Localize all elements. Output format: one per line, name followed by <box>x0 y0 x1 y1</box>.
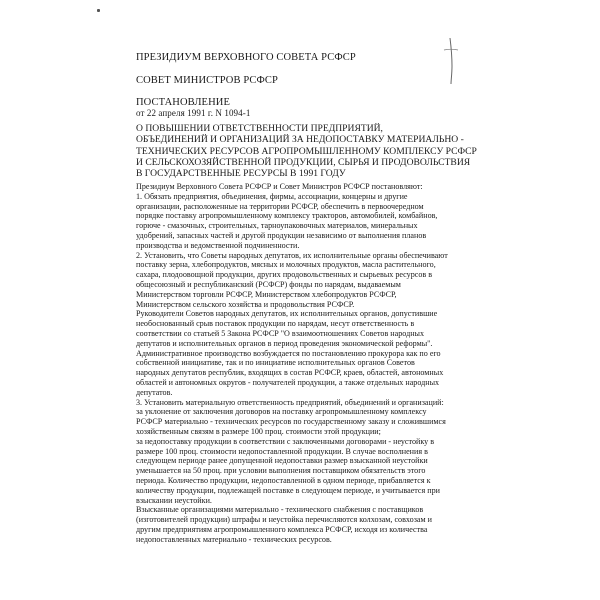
body-line: недопоставленных материально - технических ресурсов. <box>136 534 332 544</box>
body-line: следующем периоде ранее допущенной недопоставки размер взысканной неустойки <box>136 456 428 466</box>
body-line: народных депутатов республик, входящих в состав РСФСР, краев, областей, автономных <box>136 368 444 378</box>
body-line: РСФСР материально - технических ресурсов по государственному заказу и сложившимся <box>136 417 446 427</box>
title-line: В ГОСУДАРСТВЕННЫЕ РЕСУРСЫ В 1991 ГОДУ <box>136 168 346 180</box>
body-line: Административное производство возбуждается по постановлению прокурора как по его <box>136 348 441 358</box>
body-line: (изготовителей продукции) штрафы и неустойка перечисляются колхозам, совхозам и <box>136 515 432 525</box>
body-line: горюче - смазочных, строительных, тарноупаковочных материалов, минеральных <box>136 221 418 231</box>
body-line: Министерством торговли РСФСР, Министерством хлебопродуктов РСФСР, <box>136 289 397 299</box>
body-line: хозяйственным связям в размере 100 проц. стоимости этой продукции; <box>136 426 381 436</box>
body-line: собственной инициативе, так и по инициативе исполнительных органов Советов <box>136 358 415 368</box>
body-line: порядке поставку агропромышленному комплексу тракторов, автомобилей, комбайнов, <box>136 211 438 221</box>
body-line: уменьшается на 50 проц. при условии выполнения поставщиком обязательств этого <box>136 466 426 476</box>
body-line: производства и ведомственной подчиненности. <box>136 240 300 250</box>
body-line: депутатов и исполнительных органов в период проведения экономической реформы". <box>136 338 433 348</box>
title-line: ОБЪЕДИНЕНИЙ И ОРГАНИЗАЦИЙ ЗА НЕДОПОСТАВКУ МАТЕРИАЛЬНО - <box>136 134 464 146</box>
document-body <box>136 182 516 544</box>
body-line: Министерством сельского хозяйства и продовольствия РСФСР. <box>136 299 355 309</box>
body-line: соответствии со статьей 5 Закона РСФСР "О взаимоотношениях Советов народных <box>136 328 425 338</box>
scan-speck <box>97 9 100 12</box>
body-line: сахара, плодоовощной продукции, других продовольственных и сырьевых ресурсов в <box>136 270 433 280</box>
body-line: размере 100 проц. стоимости недопоставленной продукции. В случае восполнения в <box>136 446 428 456</box>
body-line: другим предприятиям агропромышленного комплекса РСФСР, исходя из количества <box>136 524 428 534</box>
title-line: И СЕЛЬСКОХОЗЯЙСТВЕННОЙ ПРОДУКЦИИ, СЫРЬЯ И ПРОДОВОЛЬСТВИЯ <box>136 156 471 168</box>
body-line: Руководители Советов народных депутатов, их исполнительных органов, допустившие <box>136 309 438 319</box>
body-line: общесоюзный и республиканский (РСФСР) фонды по нарядам, выдаваемым <box>136 279 401 289</box>
handwritten-mark-icon <box>438 36 466 86</box>
title-line: ТЕХНИЧЕСКИХ РЕСУРСОВ АГРОПРОМЫШЛЕННОМУ КОМПЛЕКСУ РСФСР <box>136 145 477 157</box>
body-line: областей и автономных округов - получателей продукции, а также отдельных народных <box>136 377 440 387</box>
body-line: количеству продукции, подлежащей поставке в следующем периоде, и учитывается при <box>136 485 440 495</box>
body-line: удобрений, запасных частей и другой продукции независимо от выполнения планов <box>136 230 427 240</box>
body-line: организации, расположенные на территории РСФСР, обеспечить в первоочередном <box>136 201 424 211</box>
document-title <box>136 123 496 179</box>
body-line: депутатов. <box>136 387 173 397</box>
body-line: 1. Обязать предприятия, объединения, фирмы, ассоциации, концерны и другие <box>136 191 408 201</box>
council-heading: СОВЕТ МИНИСТРОВ РСФСР <box>136 75 278 86</box>
body-line: взыскании неустойки. <box>136 495 212 505</box>
body-line: за уклонение от заключения договоров на поставку агропромышленному комплексу <box>136 407 427 417</box>
body-line: поставку зерна, хлебопродуктов, мясных и молочных продуктов, масла растительного, <box>136 260 436 270</box>
body-line: 3. Установить материальную ответственность предприятий, объединений и организаций: <box>136 397 444 407</box>
body-line: Взысканные организациями материально - технического снабжения с поставщиков <box>136 505 424 515</box>
body-line: за недопоставку продукции в соответствии с заключенными договорами - неустойку в <box>136 436 435 446</box>
date-number: от 22 апреля 1991 г. N 1094-1 <box>136 108 251 118</box>
body-line: Президиум Верховного Совета РСФСР и Совет Министров РСФСР постановляют: <box>136 182 423 191</box>
title-line: О ПОВЫШЕНИИ ОТВЕТСТВЕННОСТИ ПРЕДПРИЯТИЙ, <box>136 123 383 134</box>
presidium-heading: ПРЕЗИДИУМ ВЕРХОВНОГО СОВЕТА РСФСР <box>136 52 356 63</box>
body-line: необоснованный срыв поставок продукции по нарядам, несут ответственность в <box>136 319 415 329</box>
body-line: 2. Установить, что Советы народных депутатов, их исполнительные органы обеспечивают <box>136 250 448 260</box>
doc-type-heading: ПОСТАНОВЛЕНИЕ <box>136 97 230 108</box>
body-line: периода. Количество продукции, недопоставленной в одном периоде, прибавляется к <box>136 475 431 485</box>
